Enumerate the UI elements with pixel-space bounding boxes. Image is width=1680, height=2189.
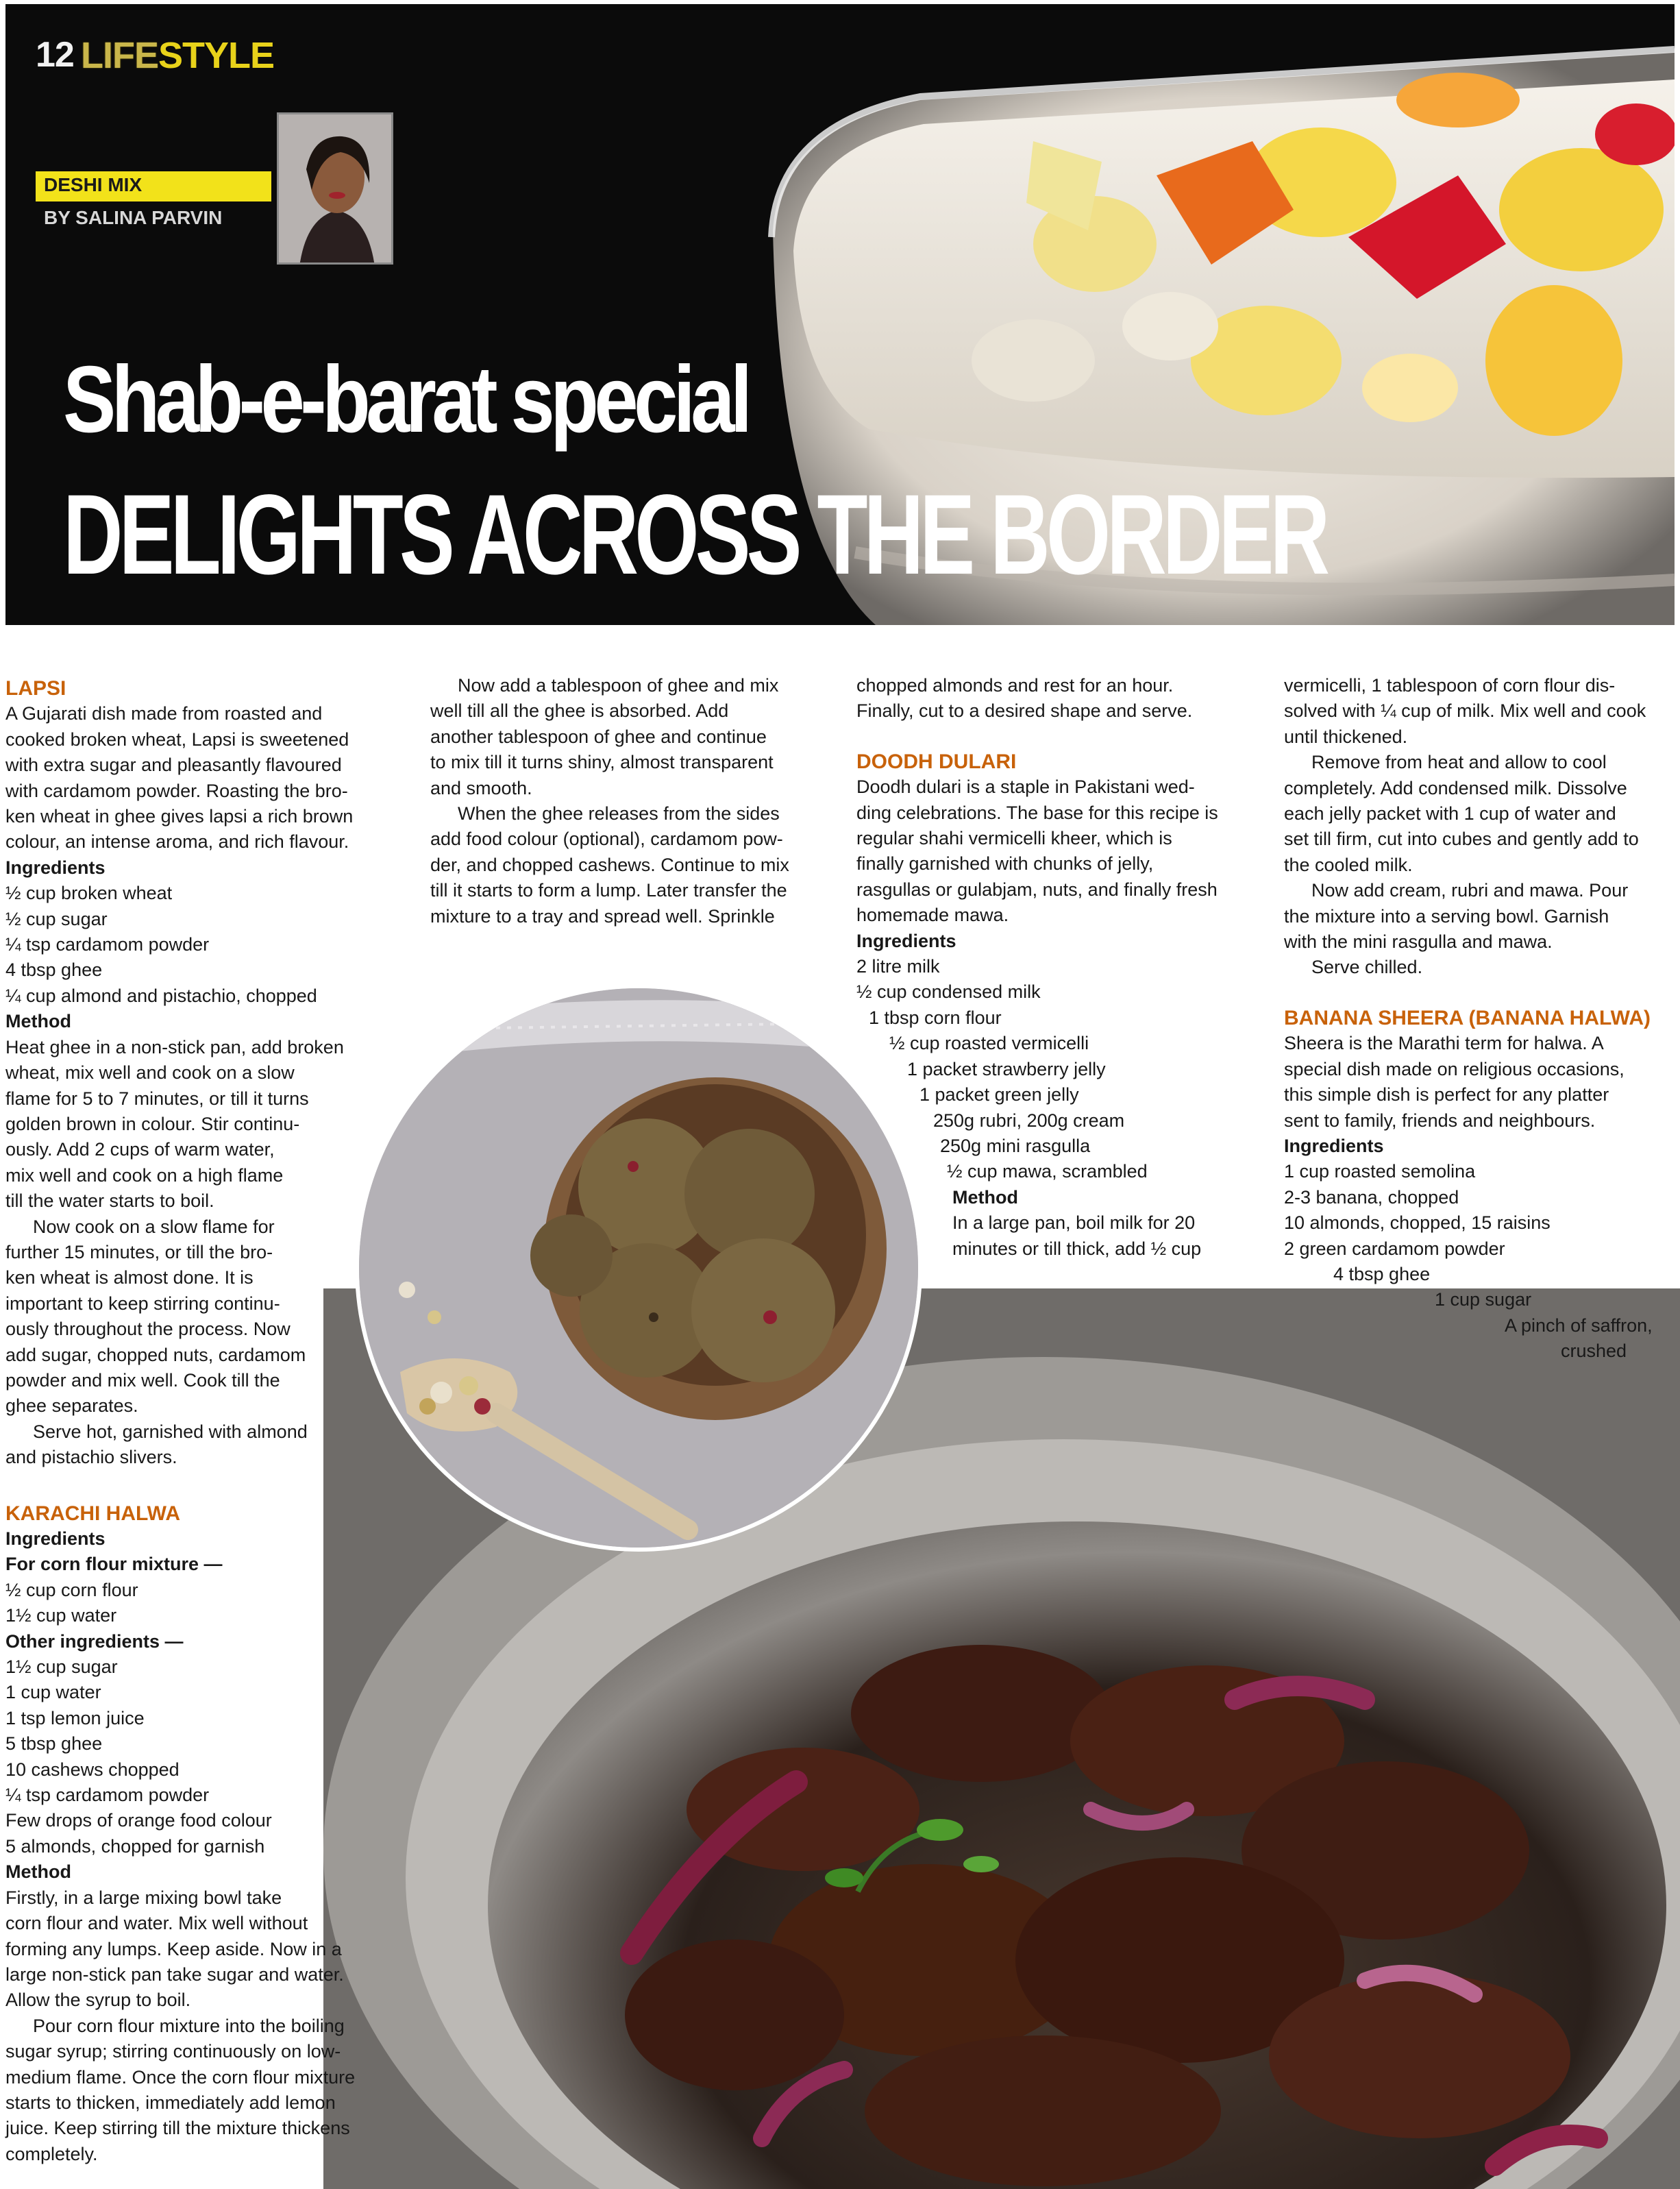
lapsi-method-para-2 bbox=[5, 1214, 389, 1419]
ingredient-item: ½ cup sugar bbox=[5, 908, 108, 929]
text-line: further 15 minutes, or till the bro- bbox=[5, 1241, 273, 1262]
text-line: the cooled milk. bbox=[1284, 854, 1413, 875]
karachi-method-para-1 bbox=[5, 1885, 389, 2014]
ingredient-item: 2-3 banana, chopped bbox=[1284, 1186, 1459, 1208]
column-name: DESHI MIX bbox=[44, 174, 143, 195]
text-line: solved with ¼ cup of milk. Mix well and cook bbox=[1284, 700, 1646, 722]
text-line: finally garnished with chunks of jelly, bbox=[856, 853, 1154, 875]
text-line: When the ghee releases from the sides bbox=[458, 803, 780, 824]
doodh-ingredient-list bbox=[856, 954, 1254, 1185]
text-line: minutes or till thick, add ½ cup bbox=[952, 1238, 1202, 1259]
lapsi-intro bbox=[5, 701, 389, 855]
text-line: Heat ghee in a non-stick pan, add broken bbox=[5, 1036, 344, 1057]
text-line: medium flame. Once the corn flour mixture bbox=[5, 2066, 356, 2088]
ingredient-item: ¼ tsp cardamom powder bbox=[5, 1785, 210, 1806]
page-number: 12 bbox=[36, 35, 74, 75]
ingredient-item: 1½ cup sugar bbox=[5, 1656, 118, 1678]
ingredient-item: crushed bbox=[1561, 1341, 1627, 1362]
ingredient-item: ½ cup condensed milk bbox=[856, 981, 1041, 1003]
ingredient-item: 4 tbsp ghee bbox=[5, 959, 103, 981]
text-line: forming any lumps. Keep aside. Now in a bbox=[5, 1938, 342, 1959]
text-line: sugar syrup; stirring continuously on low- bbox=[5, 2041, 341, 2062]
ingredient-item: ½ cup corn flour bbox=[5, 1579, 138, 1600]
text-line: colour, an intense aroma, and rich flavour. bbox=[5, 831, 349, 853]
banana-sheera-intro bbox=[1284, 1031, 1680, 1134]
text-line: important to keep stirring continu- bbox=[5, 1293, 280, 1314]
text-line: well till all the ghee is absorbed. Add bbox=[430, 700, 729, 722]
ingredient-item: ¼ tsp cardamom powder bbox=[5, 934, 210, 955]
text-line: till it starts to form a lump. Later transfer the bbox=[430, 880, 787, 901]
text-line: add food colour (optional), cardamom pow- bbox=[430, 829, 783, 850]
section-title-style: STYLE bbox=[158, 35, 275, 76]
lapsi-method-para-3 bbox=[5, 1419, 389, 1471]
text-line: wheat, mix well and cook on a slow bbox=[5, 1062, 295, 1084]
doodh-method-label: Method bbox=[952, 1186, 1018, 1208]
text-line: Now add cream, rubri and mawa. Pour bbox=[1311, 880, 1629, 901]
ingredient-item: 2 green cardamom powder bbox=[1284, 1238, 1505, 1259]
ingredient-item: 1 tbsp corn flour bbox=[869, 1007, 1002, 1028]
oat-laddoo-photo bbox=[355, 984, 922, 1552]
doodh-continued-para-2 bbox=[1284, 750, 1680, 878]
karachi-method-label: Method bbox=[5, 1861, 71, 1883]
ingredient-item: 1 cup water bbox=[5, 1682, 101, 1703]
ingredient-item: 5 tbsp ghee bbox=[5, 1733, 103, 1754]
ingredient-item: A pinch of saffron, bbox=[1505, 1314, 1653, 1336]
text-line: till the water starts to boil. bbox=[5, 1190, 214, 1212]
text-line: chopped almonds and rest for an hour. bbox=[856, 675, 1174, 696]
text-line: ously. Add 2 cups of warm water, bbox=[5, 1139, 275, 1160]
column-4 bbox=[1284, 673, 1680, 1365]
banana-ingredient-list bbox=[1284, 1159, 1680, 1364]
text-line: Pour corn flour mixture into the boiling bbox=[33, 2015, 345, 2036]
text-line: with cardamom powder. Roasting the bro- bbox=[5, 780, 348, 801]
lapsi-method-para-1 bbox=[5, 1035, 389, 1214]
text-line: Serve hot, garnished with almond bbox=[33, 1421, 308, 1442]
ingredient-item: ½ cup roasted vermicelli bbox=[889, 1033, 1089, 1054]
column-3 bbox=[856, 673, 1254, 1262]
text-line: powder and mix well. Cook till the bbox=[5, 1369, 280, 1391]
ingredient-item: 2 litre milk bbox=[856, 956, 940, 977]
ingredient-item: Few drops of orange food colour bbox=[5, 1810, 272, 1831]
section-title-life: LIFE bbox=[81, 35, 158, 76]
text-line: starts to thicken, immediately add lemon bbox=[5, 2092, 336, 2113]
lapsi-ingredient-list bbox=[5, 881, 389, 1009]
karachi-subhead-corn-flour: For corn flour mixture — bbox=[5, 1554, 223, 1575]
text-line: ken wheat is almost done. It is bbox=[5, 1267, 254, 1288]
text-line: flame for 5 to 7 minutes, or till it turns bbox=[5, 1088, 309, 1109]
text-line: Now cook on a slow flame for bbox=[33, 1216, 275, 1237]
text-line: and smooth. bbox=[430, 777, 532, 798]
text-line: In a large pan, boil milk for 20 bbox=[952, 1212, 1196, 1234]
doodh-dulari-heading: DOODH DULARI bbox=[856, 750, 1017, 773]
ingredient-item: 10 almonds, chopped, 15 raisins bbox=[1284, 1212, 1551, 1234]
karachi-ingredient-list-1 bbox=[5, 1578, 389, 1629]
byline: BY SALINA PARVIN bbox=[44, 207, 223, 228]
text-line: Doodh dulari is a staple in Pakistani wed- bbox=[856, 776, 1195, 798]
ingredient-item: ½ cup mawa, scrambled bbox=[947, 1161, 1148, 1182]
text-line: ding celebrations. The base for this recipe is bbox=[856, 802, 1218, 823]
banana-sheera-heading: BANANA SHEERA (BANANA HALWA) bbox=[1284, 1006, 1651, 1029]
ingredient-item: 1 packet green jelly bbox=[919, 1084, 1079, 1105]
text-line: with the mini rasgulla and mawa. bbox=[1284, 931, 1553, 953]
text-line: Finally, cut to a desired shape and serve. bbox=[856, 700, 1193, 722]
ingredient-item: 1 cup roasted semolina bbox=[1284, 1161, 1476, 1182]
ingredient-item: 1 cup sugar bbox=[1435, 1289, 1532, 1310]
banana-ingredients-label: Ingredients bbox=[1284, 1135, 1384, 1156]
text-line: mix well and cook on a high flame bbox=[5, 1164, 284, 1186]
karachi-subhead-other: Other ingredients — bbox=[5, 1630, 184, 1652]
text-line: until thickened. bbox=[1284, 726, 1408, 747]
ingredient-item: 5 almonds, chopped for garnish bbox=[5, 1835, 265, 1857]
karachi-halwa-heading: KARACHI HALWA bbox=[5, 1502, 180, 1525]
doodh-method bbox=[856, 1210, 1254, 1262]
text-line: juice. Keep stirring till the mixture thickens bbox=[5, 2118, 350, 2139]
doodh-continued-para-4 bbox=[1284, 955, 1680, 980]
text-line: with extra sugar and pleasantly flavoured bbox=[5, 755, 342, 776]
ingredient-item: 4 tbsp ghee bbox=[1333, 1263, 1431, 1284]
text-line: rasgullas or gulabjam, nuts, and finally fresh bbox=[856, 879, 1218, 900]
text-line: mixture to a tray and spread well. Sprinkle bbox=[430, 905, 775, 927]
ingredient-item: 10 cashews chopped bbox=[5, 1759, 180, 1780]
headline-line-2: DELIGHTS ACROSS THE BORDER bbox=[63, 472, 1326, 598]
doodh-dulari-intro bbox=[856, 774, 1254, 928]
ingredient-item: 1 packet strawberry jelly bbox=[907, 1058, 1106, 1079]
section-title bbox=[81, 34, 274, 77]
karachi-ingredients-label: Ingredients bbox=[5, 1528, 106, 1549]
text-line: Sheera is the Marathi term for halwa. A bbox=[1284, 1033, 1604, 1054]
text-line: regular shahi vermicelli kheer, which is bbox=[856, 828, 1172, 849]
text-line: golden brown in colour. Stir continu- bbox=[5, 1113, 300, 1134]
text-line: Remove from heat and allow to cool bbox=[1311, 752, 1607, 773]
text-line: special dish made on religious occasions, bbox=[1284, 1058, 1625, 1079]
doodh-continued-para-3 bbox=[1284, 878, 1680, 955]
text-line: completely. bbox=[5, 2143, 98, 2164]
doodh-continued-para-1 bbox=[1284, 673, 1680, 750]
text-line: corn flour and water. Mix well without bbox=[5, 1913, 308, 1934]
text-line: ously throughout the process. Now bbox=[5, 1319, 291, 1340]
headline-line-1: Shab-e-barat special bbox=[63, 347, 748, 452]
text-line: homemade mawa. bbox=[856, 905, 1009, 926]
text-line: each jelly packet with 1 cup of water and bbox=[1284, 803, 1616, 824]
text-line: the mixture into a serving bowl. Garnish bbox=[1284, 905, 1609, 927]
doodh-ingredients-label: Ingredients bbox=[856, 930, 956, 951]
text-line: cooked broken wheat, Lapsi is sweetened bbox=[5, 729, 349, 750]
column-2 bbox=[430, 673, 821, 929]
karachi-continued-para-3 bbox=[856, 673, 1254, 724]
karachi-ingredient-list-2 bbox=[5, 1654, 389, 1859]
text-line: to mix till it turns shiny, almost transparent bbox=[430, 752, 774, 773]
text-line: A Gujarati dish made from roasted and bbox=[5, 703, 323, 724]
lapsi-heading: LAPSI bbox=[5, 677, 66, 700]
text-line: vermicelli, 1 tablespoon of corn flour dis- bbox=[1284, 675, 1616, 696]
karachi-method-para-2 bbox=[5, 2014, 389, 2167]
text-line: another tablespoon of ghee and continue bbox=[430, 726, 767, 747]
ingredient-item: ¼ cup almond and pistachio, chopped bbox=[5, 985, 317, 1006]
column-1 bbox=[5, 676, 389, 2167]
ingredient-item: 250g mini rasgulla bbox=[940, 1135, 1091, 1156]
text-line: ken wheat in ghee gives lapsi a rich brown bbox=[5, 806, 354, 827]
author-portrait bbox=[277, 112, 393, 265]
karachi-continued-para-2 bbox=[430, 801, 821, 929]
text-line: and pistachio slivers. bbox=[5, 1447, 177, 1468]
text-line: sent to family, friends and neighbours. bbox=[1284, 1110, 1596, 1131]
text-line: this simple dish is perfect for any platter bbox=[1284, 1084, 1609, 1105]
ingredient-item: 1½ cup water bbox=[5, 1605, 117, 1626]
text-line: set till firm, cut into cubes and gently add to bbox=[1284, 829, 1639, 850]
ingredient-item: ½ cup broken wheat bbox=[5, 883, 173, 904]
ingredient-item: 1 tsp lemon juice bbox=[5, 1707, 145, 1728]
text-line: ghee separates. bbox=[5, 1395, 138, 1417]
header-banner bbox=[5, 4, 1675, 625]
lapsi-method-label: Method bbox=[5, 1011, 71, 1032]
text-line: Serve chilled. bbox=[1311, 957, 1423, 978]
karachi-continued-para-1 bbox=[430, 673, 821, 801]
text-line: der, and chopped cashews. Continue to mix bbox=[430, 854, 789, 875]
ingredient-item: 250g rubri, 200g cream bbox=[933, 1110, 1125, 1131]
text-line: Now add a tablespoon of ghee and mix bbox=[458, 675, 779, 696]
lapsi-ingredients-label: Ingredients bbox=[5, 857, 106, 878]
text-line: Allow the syrup to boil. bbox=[5, 1990, 191, 2011]
text-line: large non-stick pan take sugar and water. bbox=[5, 1964, 344, 1985]
text-line: Firstly, in a large mixing bowl take bbox=[5, 1887, 282, 1908]
text-line: completely. Add condensed milk. Dissolve bbox=[1284, 777, 1627, 798]
text-line: add sugar, chopped nuts, cardamom bbox=[5, 1344, 306, 1365]
